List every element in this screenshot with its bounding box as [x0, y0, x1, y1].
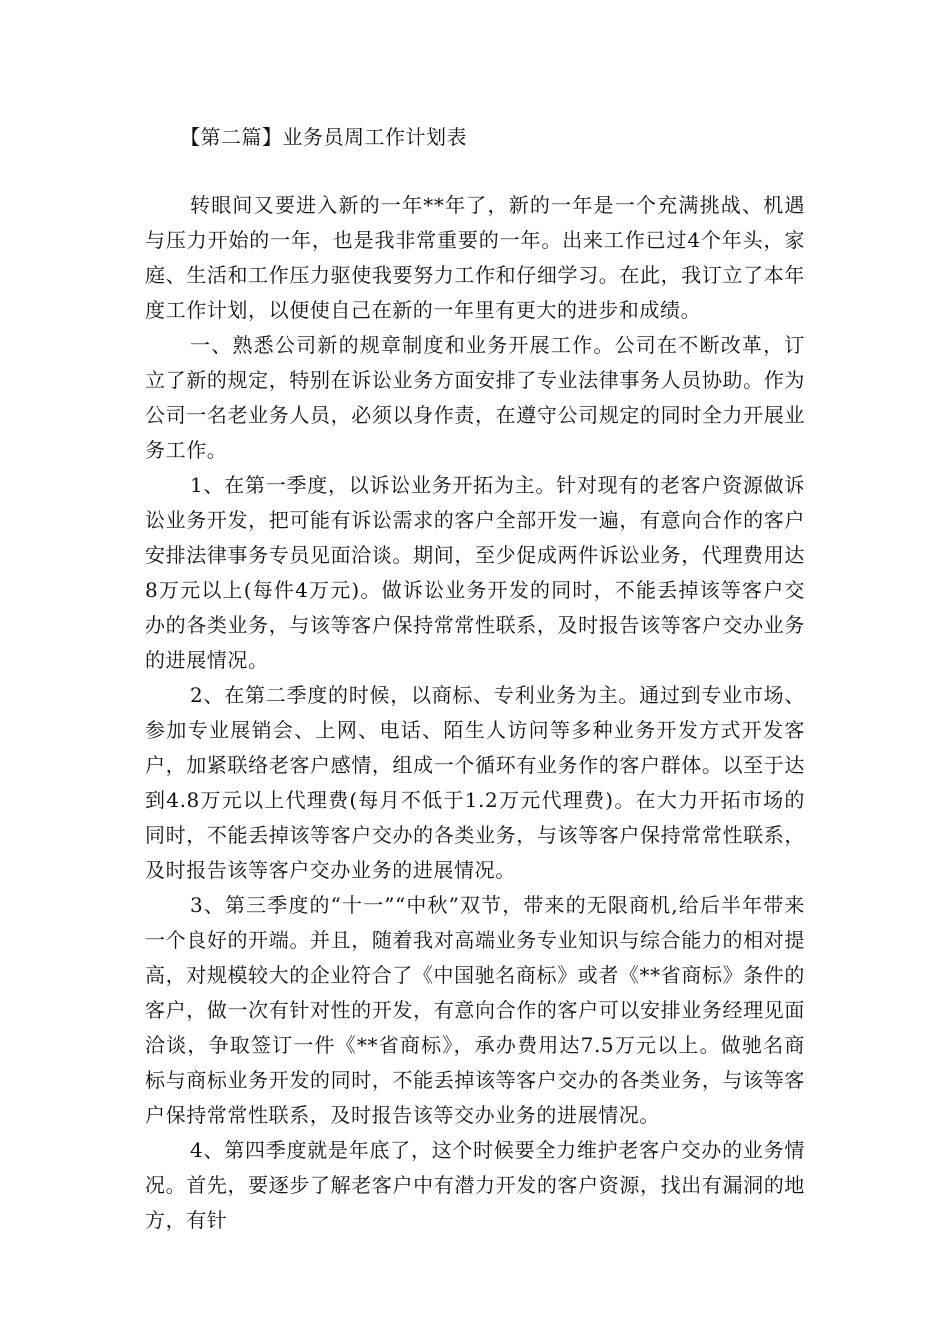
- document-body: [145, 188, 805, 1238]
- paragraph-q2: 2、在第二季度的时候，以商标、专利业务为主。通过到专业市场、参加专业展销会、上网、电话、陌生人访问等多种业务开发方式开发客户，加紧联络老客户感情，组成一个循环有业务作的客户群体。以至于达到4.8万元以上代理费(每月不低于1.2万元代理费)。在大力开拓市场的同时，不能丢掉该等客户交办的各类业务，与该等客户保持常常性联系，及时报告该等客户交办业务的进展情况。: [145, 683, 805, 882]
- paragraph-q4: 4、第四季度就是年底了，这个时候要全力维护老客户交办的业务情况。首先，要逐步了解老客户中有潜力开发的客户资源，找出有漏洞的地方，有针: [145, 1138, 805, 1232]
- paragraph-intro: 转眼间又要进入新的一年**年了，新的一年是一个充满挑战、机遇与压力开始的一年，也是我非常重要的一年。出来工作已过4个年头，家庭、生活和工作压力驱使我要努力工作和仔细学习。在此，我订立了本年度工作计划，以便使自己在新的一年里有更大的进步和成绩。: [145, 193, 805, 322]
- paragraph-section-1: 一、熟悉公司新的规章制度和业务开展工作。公司在不断改革，订立了新的规定，特别在诉讼业务方面安排了专业法律事务人员协助。作为公司一名老业务人员，必须以身作责，在遵守公司规定的同时全力开展业务工作。: [145, 333, 805, 462]
- document-title: 【第二篇】业务员周工作计划表: [180, 125, 467, 149]
- paragraph-q3: 3、第三季度的“十一”“中秋”双节，带来的无限商机,给后半年带来一个良好的开端。并且，随着我对高端业务专业知识与综合能力的相对提高，对规模较大的企业符合了《中国驰名商标》或者《**省商标》条件的客户，做一次有针对性的开发，有意向合作的客户可以安排业务经理见面洽谈，争取签订一件《**省商标》，承办费用达7.5万元以上。做驰名商标与商标业务开发的同时，不能丢掉该等客户交办的各类业务，与该等客户保持常常性联系，及时报告该等交办业务的进展情况。: [145, 893, 805, 1127]
- paragraph-q1: 1、在第一季度，以诉讼业务开拓为主。针对现有的老客户资源做诉讼业务开发，把可能有诉讼需求的客户全部开发一遍，有意向合作的客户安排法律事务专员见面洽谈。期间，至少促成两件诉讼业务，代理费用达8万元以上(每件4万元)。做诉讼业务开发的同时，不能丢掉该等客户交办的各类业务，与该等客户保持常常性联系，及时报告该等客户交办业务的进展情况。: [145, 473, 805, 672]
